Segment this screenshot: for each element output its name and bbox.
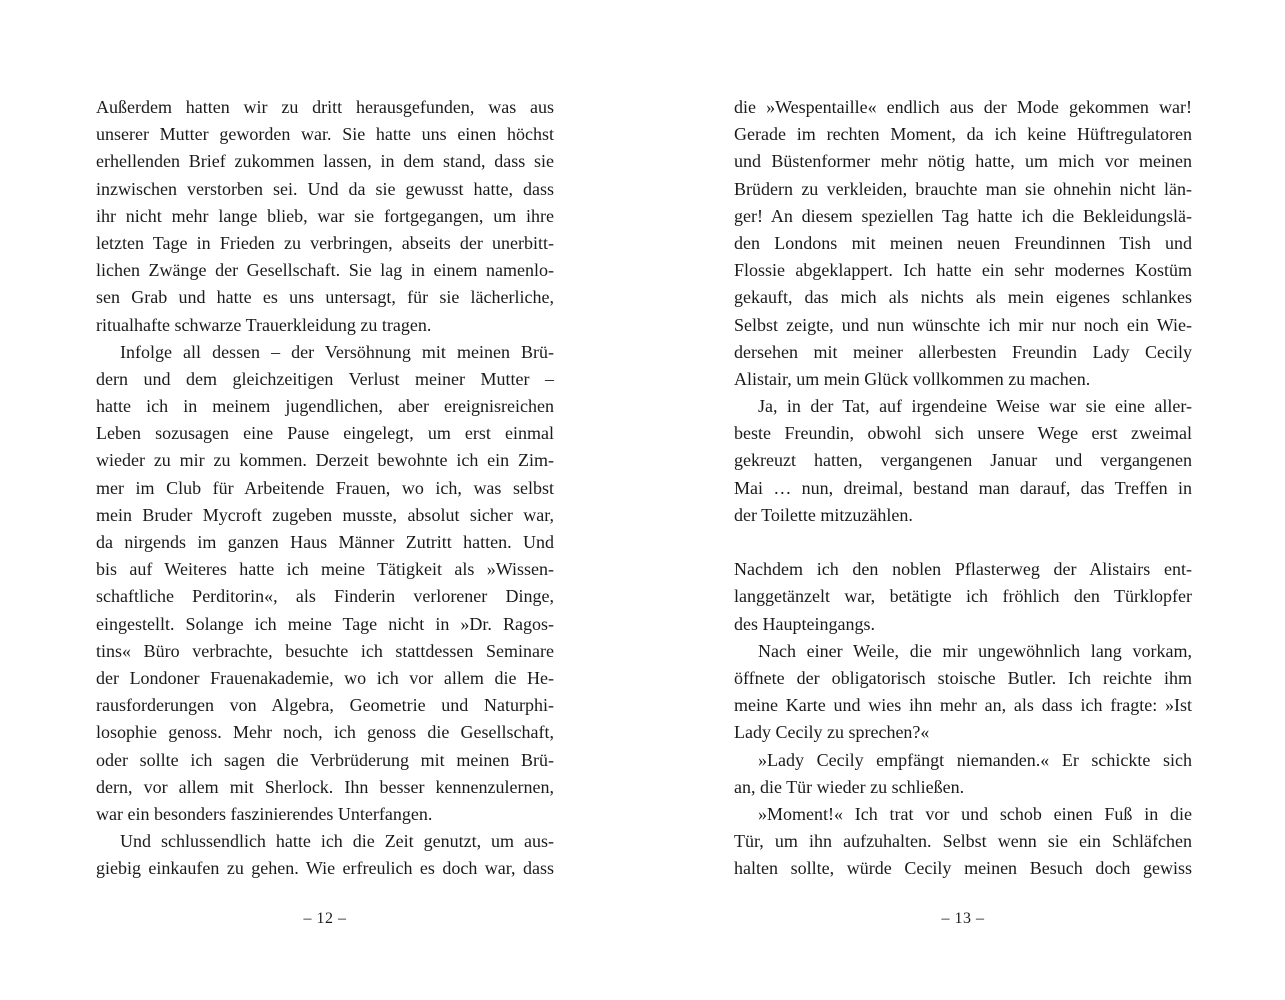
text-line: dern, vor allem mit Sherlock. Ihn besser kennenzulernen, — [96, 776, 554, 797]
text-line: und Büstenformer mehr nötig hatte, um mich vor meinen — [734, 151, 1192, 172]
text-line: hatte ich in meinem jugendlichen, aber ereignisreichen — [96, 396, 554, 417]
text-line: öffnete der obligatorisch stoische Butler. Ich reichte ihm — [734, 667, 1192, 688]
text-line: halten sollte, würde Cecily meinen Besuch doch gewiss — [734, 858, 1192, 879]
text-line: bis auf Weiteres hatte ich meine Tätigkeit als »Wissen- — [96, 559, 554, 580]
text-line: lichen Zwänge der Gesellschaft. Sie lag in einem namenlo- — [96, 260, 554, 281]
text-line: des Haupteingangs. — [734, 613, 875, 634]
text-line: Brüdern zu verkleiden, brauchte man sie ohnehin nicht län- — [734, 178, 1192, 199]
text-line: letzten Tage in Frieden zu verbringen, abseits der unerbitt- — [96, 232, 554, 253]
right-page-text — [734, 94, 1192, 882]
text-line: gekreuzt hatten, vergangenen Januar und vergangenen — [734, 450, 1192, 471]
text-line: »Lady Cecily empfängt niemanden.« Er schickte sich — [758, 749, 1192, 770]
text-line: langgetänzelt war, betätigte ich fröhlich den Türklopfer — [734, 586, 1192, 607]
text-line: wieder zu mir zu kommen. Derzeit bewohnte ich ein Zim- — [96, 450, 554, 471]
text-line: gekauft, das mich als nichts als mein eigenes schlankes — [734, 287, 1192, 308]
text-line: erhellenden Brief zukommen lassen, in dem stand, dass sie — [96, 151, 554, 172]
text-line: sen Grab und hatte es uns untersagt, für sie lächerliche, — [96, 287, 554, 308]
text-line: rausforderungen von Algebra, Geometrie und Naturphi- — [96, 695, 554, 716]
text-line: dersehen mit meiner allerbesten Freundin Lady Cecily — [734, 341, 1192, 362]
text-line: Flossie abgeklappert. Ich hatte ein sehr modernes Kostüm — [734, 260, 1192, 281]
text-line: beste Freundin, obwohl sich unsere Wege erst zweimal — [734, 423, 1192, 444]
text-line: Leben sozusagen eine Pause eingelegt, um erst einmal — [96, 423, 554, 444]
text-line: meine Karte und wies ihn mehr an, als dass ich fragte: »Ist — [734, 695, 1192, 716]
text-line: der Londoner Frauenakademie, wo ich vor allem die He- — [96, 667, 554, 688]
text-line: der Toilette mitzuzählen. — [734, 504, 913, 525]
text-line: dern und dem gleichzeitigen Verlust meiner Mutter – — [96, 368, 554, 389]
text-line: unserer Mutter geworden war. Sie hatte uns einen höchst — [96, 124, 554, 145]
text-line: mein Bruder Mycroft zugeben musste, absolut sicher war, — [96, 504, 554, 525]
text-line: Nachdem ich den noblen Pflasterweg der Alistairs ent- — [734, 559, 1192, 580]
text-line: Selbst zeigte, und nun wünschte ich mir nur noch ein Wie- — [734, 314, 1192, 335]
text-line: die »Wespentaille« endlich aus der Mode gekommen war! — [734, 97, 1192, 117]
text-line: Tür, um ihn aufzuhalten. Selbst wenn sie ein Schläfchen — [734, 831, 1192, 852]
text-line: schaftliche Perditorin«, als Finderin verlorener Dinge, — [96, 586, 554, 607]
text-line: Ja, in der Tat, auf irgendeine Weise war sie eine aller- — [758, 396, 1192, 417]
text-line: ritualhafte schwarze Trauerkleidung zu tragen. — [96, 314, 432, 335]
text-line: losophie genoss. Mehr noch, ich genoss die Gesellschaft, — [96, 722, 554, 743]
text-line: »Moment!« Ich trat vor und schob einen Fuß in die — [758, 803, 1192, 824]
text-line: Und schlussendlich hatte ich die Zeit genutzt, um aus- — [120, 831, 554, 852]
text-line: da nirgends im ganzen Haus Männer Zutritt hatten. Und — [96, 532, 554, 552]
text-line: inzwischen verstorben sei. Und da sie gewusst hatte, dass — [96, 178, 554, 199]
text-line: Gerade im rechten Moment, da ich keine Hüftregulatoren — [734, 124, 1192, 145]
page-number-left: – 12 – — [303, 910, 347, 927]
text-line: tins« Büro verbrachte, besuchte ich stattdessen Seminare — [96, 640, 554, 661]
text-line: eingestellt. Solange ich meine Tage nicht in »Dr. Ragos- — [96, 613, 554, 634]
text-line: Außerdem hatten wir zu dritt herausgefunden, was aus — [96, 97, 554, 117]
text-line: mer im Club für Arbeitende Frauen, wo ich, was selbst — [96, 477, 554, 498]
page-number-right: – 13 – — [941, 910, 985, 927]
text-line: oder sollte ich sagen die Verbrüderung mit meinen Brü- — [96, 749, 554, 770]
text-line: den Londons mit meinen neuen Freundinnen Tish und — [734, 232, 1192, 253]
text-line: an, die Tür wieder zu schließen. — [734, 776, 965, 797]
text-line: Lady Cecily zu sprechen?« — [734, 722, 930, 743]
text-line: war ein besonders faszinierendes Unterfangen. — [96, 803, 433, 824]
text-line: Mai … nun, dreimal, bestand man darauf, das Treffen in — [734, 477, 1192, 498]
text-line: giebig einkaufen zu gehen. Wie erfreulich es doch war, dass — [96, 858, 554, 879]
section-break — [734, 529, 1192, 556]
left-page-text — [96, 94, 554, 882]
text-line: Infolge all dessen – der Versöhnung mit meinen Brü- — [120, 341, 554, 362]
text-line: Alistair, um mein Glück vollkommen zu machen. — [734, 368, 1091, 389]
text-line: ihr nicht mehr lange blieb, war sie fortgegangen, um ihre — [96, 205, 554, 226]
text-line: Nach einer Weile, die mir ungewöhnlich lang vorkam, — [758, 640, 1192, 661]
text-line: ger! An diesem speziellen Tag hatte ich die Bekleidungslä- — [734, 205, 1192, 226]
